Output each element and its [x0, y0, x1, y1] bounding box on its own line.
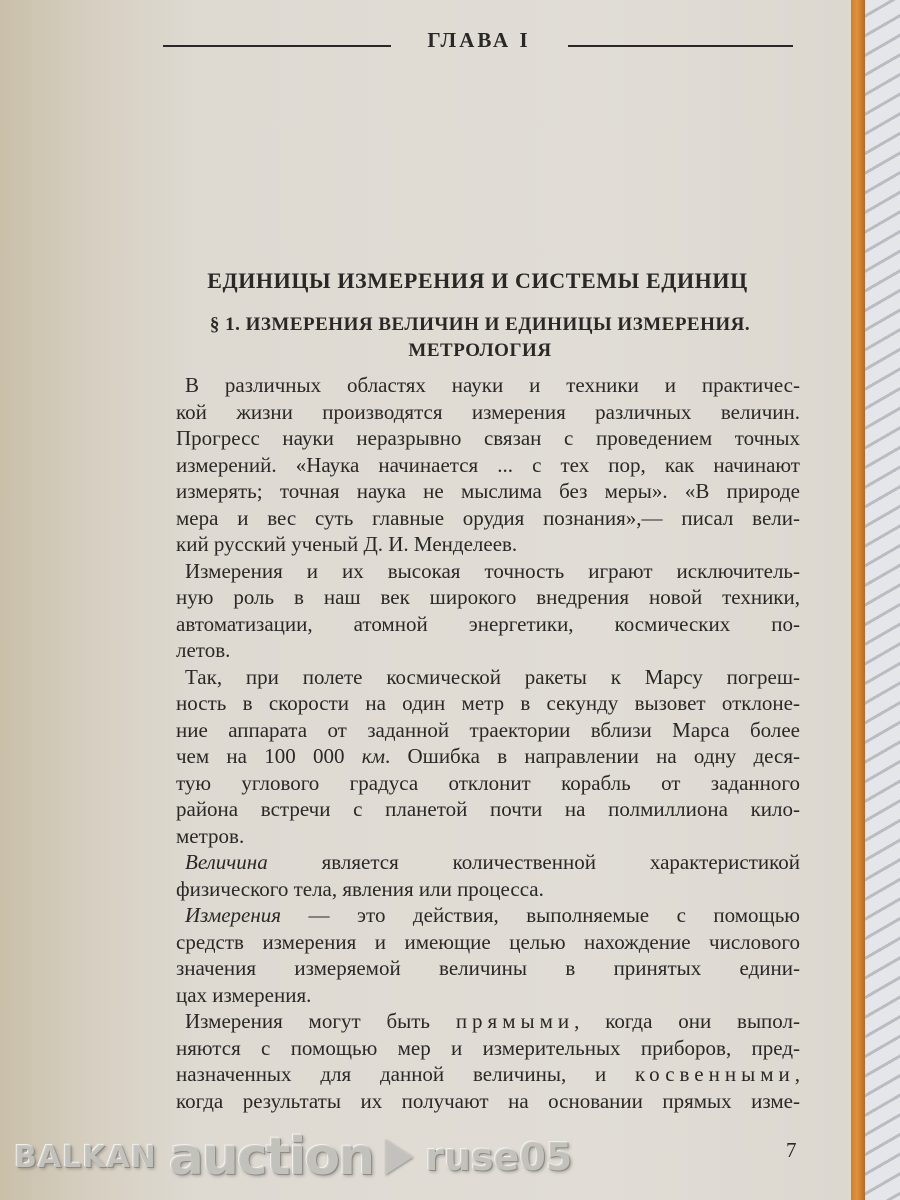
text-line	[176, 824, 800, 848]
text-segment: мера и вес суть главные орудия познания»,— писал вели-	[176, 505, 800, 530]
spaced-term: косвенными	[635, 1062, 795, 1086]
text-segment: измерять; точная наука не мыслима без меры». «В природе	[176, 479, 800, 503]
text-segment: автоматизации, атомной энергетики, космических по-	[176, 611, 800, 636]
text-line	[185, 559, 800, 583]
chapter-heading: ГЛАВА I	[427, 28, 531, 52]
text-line	[176, 506, 800, 530]
text-segment: . Ошибка в направлении на одну деся-	[384, 744, 800, 768]
text-segment: кой жизни производятся измерения различных величин.	[176, 399, 800, 424]
text-line	[176, 744, 800, 768]
text-segment: района встречи с планетой почти на полмиллиона кило-	[176, 797, 800, 821]
background-surface	[862, 0, 900, 1200]
chapter-title: ЕДИНИЦЫ ИЗМЕРЕНИЯ И СИСТЕМЫ ЕДИНИЦ	[207, 268, 748, 293]
text-segment: назначенных для данной величины, и	[176, 1062, 636, 1086]
text-segment: метров.	[176, 823, 245, 848]
text-segment: — это действия, выполняемые с помощью	[281, 903, 800, 927]
text-segment: значения измеряемой величины в принятых едини-	[176, 956, 800, 980]
page-number: 7	[786, 1138, 797, 1162]
text-segment: Так, при полете космической ракеты к Марсу погреш-	[185, 664, 800, 689]
text-line	[176, 956, 800, 980]
text-segment: кий русский ученый Д. И. Менделеев.	[176, 532, 518, 556]
text-line	[176, 400, 800, 424]
section-heading: § 1. ИЗМЕРЕНИЯ ВЕЛИЧИН И ЕДИНИЦЫ ИЗМЕРЕНИЯ.	[209, 314, 751, 335]
spaced-term: прямыми	[455, 1009, 575, 1033]
text-line	[185, 850, 800, 874]
text-segment: няются с помощью мер и измерительных приборов, пред-	[176, 1035, 800, 1060]
watermark-text: ruse05	[425, 1135, 573, 1179]
text-segment: измерений. «Наука начинается ... с тех пор, как начинают	[176, 452, 800, 477]
text-segment: цах измерения.	[176, 982, 312, 1007]
text-line	[176, 612, 800, 636]
text-line	[176, 453, 800, 477]
text-line	[176, 585, 800, 609]
text-line	[185, 665, 800, 689]
text-line	[176, 691, 800, 715]
text-line	[185, 373, 800, 397]
text-line	[176, 532, 800, 556]
text-segment: Измерения могут быть	[185, 1009, 456, 1033]
italic-term: км	[361, 744, 385, 768]
text-segment: ность в скорости на один метр в секунду вызовет отклоне-	[176, 691, 800, 715]
text-segment: ние аппарата от заданной траектории вблизи Марса более	[176, 717, 800, 742]
text-line	[176, 877, 800, 901]
header-rule-left	[163, 45, 391, 47]
text-line	[176, 718, 800, 742]
text-segment: Прогресс науки неразрывно связан с проведением точных	[176, 426, 800, 450]
text-line	[176, 930, 800, 954]
text-segment: ,	[794, 1062, 800, 1086]
header-rule-right	[568, 45, 793, 47]
text-segment: чем на 100 000	[176, 744, 362, 768]
text-segment: когда результаты их получают на основании прямых изме-	[176, 1088, 800, 1113]
text-segment: физического тела, явления или процесса.	[176, 876, 544, 901]
text-segment: ную роль в наш век широкого внедрения новой техники,	[176, 585, 800, 609]
book-page-edge	[849, 0, 865, 1200]
text-segment: В различных областях науки и техники и практичес-	[185, 373, 800, 397]
text-segment: средств измерения и имеющие целью нахождение числового	[176, 929, 800, 954]
text-segment: является количественной характеристикой	[267, 850, 800, 874]
italic-term: Величина	[185, 850, 268, 874]
text-segment: тую углового градуса отклонит корабль от заданного	[176, 770, 800, 795]
text-line	[176, 797, 800, 821]
italic-term: Измерения	[185, 903, 282, 927]
watermark-text: BALKAN	[14, 1139, 157, 1175]
text-segment: Измерения и их высокая точность играют исключитель-	[185, 558, 800, 583]
section-heading-cont: МЕТРОЛОГИЯ	[408, 340, 552, 361]
text-line	[176, 983, 800, 1007]
text-line	[185, 903, 800, 927]
watermark-text: auction	[168, 1127, 374, 1187]
text-segment: , когда они выпол-	[574, 1009, 800, 1033]
text-line	[176, 479, 800, 503]
text-segment: летов.	[176, 638, 231, 662]
text-line	[185, 1009, 800, 1033]
text-line	[176, 638, 800, 662]
text-line	[176, 426, 800, 450]
text-line	[176, 1062, 800, 1086]
text-line	[176, 771, 800, 795]
text-line	[176, 1089, 800, 1113]
text-line	[176, 1036, 800, 1060]
